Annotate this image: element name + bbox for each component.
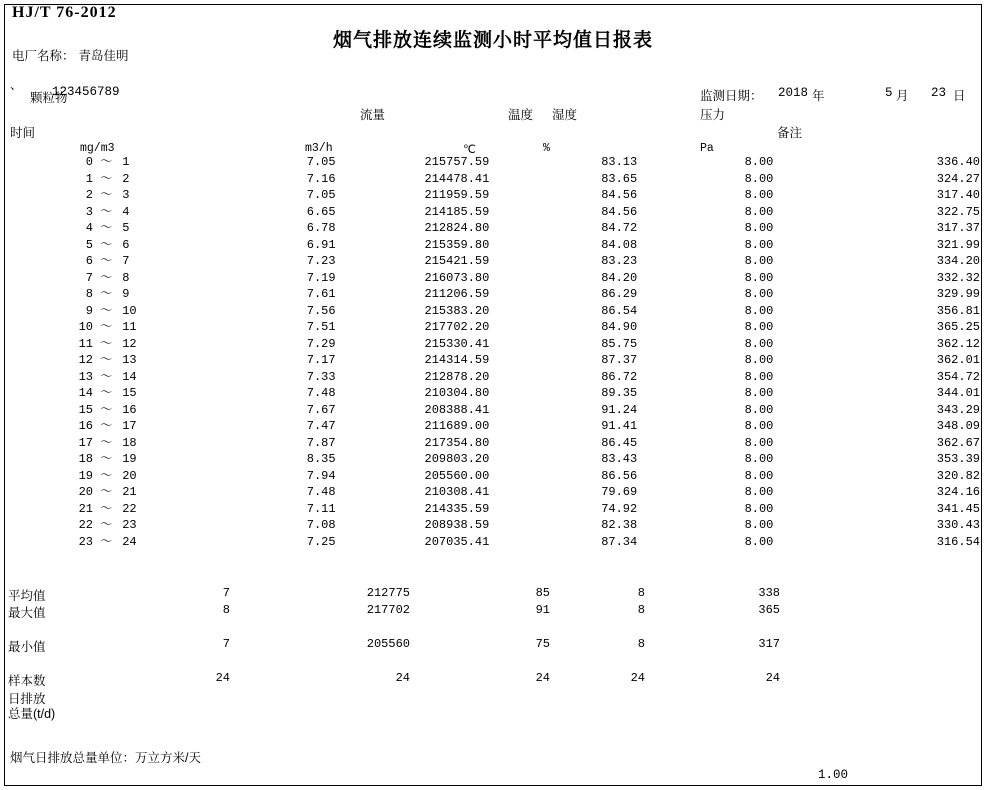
- cell-hour-end: 14: [122, 369, 137, 384]
- cell-flow: 209803.20: [424, 452, 490, 466]
- plant-name-value: 青岛佳明: [78, 49, 129, 63]
- cell-flow: 215383.20: [424, 303, 490, 318]
- cell-pressure: 353.39: [936, 452, 980, 466]
- device-code: 123456789: [52, 85, 120, 99]
- plant-name-line: [12, 46, 129, 64]
- table-row: [0, 237, 986, 254]
- cell-humidity: 8.00: [744, 485, 774, 499]
- cell-hour-end: 22: [122, 501, 137, 516]
- cell-hour-start: 5 ～: [85, 237, 113, 252]
- cell-hour-start: 19 ～: [78, 468, 113, 483]
- cell-particulate: 7.16: [306, 171, 336, 186]
- cell-pressure: 362.01: [936, 353, 980, 367]
- cell-humidity: 8.00: [744, 336, 774, 351]
- unit-humidity: %: [543, 142, 550, 155]
- cell-hour-start: 20 ～: [78, 485, 113, 499]
- cell-hour-end: 17: [122, 419, 137, 433]
- cell-temperature: 91.24: [601, 402, 638, 417]
- summary-label-minimum: 最小值: [8, 640, 46, 654]
- tick-mark: 、: [10, 78, 23, 92]
- cell-flow: 208388.41: [424, 402, 490, 417]
- cell-humidity: 8.00: [744, 221, 774, 235]
- cell-flow: 212824.80: [424, 221, 490, 235]
- cell-pressure: 365.25: [936, 320, 980, 334]
- cell-pressure: 354.72: [936, 369, 980, 384]
- cell-particulate: 7.08: [306, 518, 336, 532]
- cell-hour-end: 19: [122, 452, 137, 466]
- cell-pressure: 362.67: [936, 435, 980, 450]
- cell-hour-start: 4 ～: [85, 221, 113, 235]
- cell-pressure: 341.45: [936, 501, 980, 516]
- cell-particulate: 6.91: [306, 237, 336, 252]
- header-remark: 备注: [777, 126, 803, 140]
- summary-minimum-temperature: 75: [535, 637, 550, 651]
- hourly-data-table: [0, 154, 986, 550]
- summary-minimum-flow: 205560: [366, 637, 410, 651]
- cell-temperature: 84.72: [601, 221, 638, 235]
- cell-hour-start: 17 ～: [78, 435, 113, 450]
- table-row: [0, 171, 986, 188]
- cell-hour-start: 18 ～: [78, 452, 113, 466]
- cell-humidity: 8.00: [744, 419, 774, 433]
- summary-maximum-flow: 217702: [366, 603, 410, 617]
- cell-humidity: 8.00: [744, 386, 774, 400]
- cell-hour-end: 7: [122, 254, 130, 268]
- cell-particulate: 7.48: [306, 386, 336, 400]
- cell-particulate: 7.56: [306, 303, 336, 318]
- table-row: [0, 270, 986, 287]
- cell-humidity: 8.00: [744, 402, 774, 417]
- cell-particulate: 7.67: [306, 402, 336, 417]
- cell-hour-start: 13 ～: [78, 369, 113, 384]
- cell-temperature: 79.69: [601, 485, 638, 499]
- cell-flow: 217702.20: [424, 320, 490, 334]
- cell-particulate: 6.78: [306, 221, 336, 235]
- summary-label-average: 平均值: [8, 589, 46, 603]
- cell-pressure: 344.01: [936, 386, 980, 400]
- cell-flow: 217354.80: [424, 435, 490, 450]
- cell-temperature: 91.41: [601, 419, 638, 433]
- summary-row-daily-emission: [0, 689, 986, 721]
- cell-pressure: 320.82: [936, 468, 980, 483]
- table-row: [0, 534, 986, 551]
- monitor-date-year-unit: 年: [812, 89, 825, 103]
- cell-hour-end: 20: [122, 468, 137, 483]
- summary-row-average: [0, 586, 986, 603]
- cell-flow: 211206.59: [424, 287, 490, 301]
- table-row: [0, 402, 986, 419]
- cell-humidity: 8.00: [744, 435, 774, 450]
- cell-flow: 210304.80: [424, 386, 490, 400]
- cell-humidity: 8.00: [744, 303, 774, 318]
- cell-pressure: 321.99: [936, 237, 980, 252]
- cell-humidity: 8.00: [744, 353, 774, 367]
- cell-hour-start: 15 ～: [78, 402, 113, 417]
- cell-hour-end: 13: [122, 353, 137, 367]
- cell-humidity: 8.00: [744, 188, 774, 202]
- summary-maximum-pressure: 365: [758, 603, 780, 617]
- cell-temperature: 86.45: [601, 435, 638, 450]
- cell-particulate: 6.65: [306, 204, 336, 219]
- cell-hour-start: 8 ～: [85, 287, 113, 301]
- monitor-date-label: 监测日期：: [700, 89, 763, 103]
- cell-temperature: 83.65: [601, 171, 638, 186]
- table-row: [0, 484, 986, 501]
- cell-pressure: 317.40: [936, 188, 980, 202]
- cell-hour-start: 21 ～: [78, 501, 113, 516]
- cell-pressure: 332.32: [936, 270, 980, 285]
- table-row: [0, 154, 986, 171]
- cell-humidity: 8.00: [744, 518, 774, 532]
- cell-pressure: 334.20: [936, 254, 980, 268]
- cell-particulate: 7.25: [306, 534, 336, 549]
- cell-temperature: 83.13: [601, 155, 638, 169]
- header-particulate: 颗粒物: [30, 91, 68, 105]
- cell-flow: 215359.80: [424, 237, 490, 252]
- table-row: [0, 501, 986, 518]
- header-flow: 流量: [360, 108, 386, 122]
- cell-hour-start: 6 ～: [85, 254, 113, 268]
- cell-humidity: 8.00: [744, 171, 774, 186]
- cell-temperature: 86.54: [601, 303, 638, 318]
- footer-note: 烟气日排放总量单位：万立方米/天: [10, 751, 201, 765]
- summary-minimum-pressure: 317: [758, 637, 780, 651]
- cell-particulate: 7.23: [306, 254, 336, 268]
- summary-minimum-particulate: 7: [222, 637, 230, 651]
- cell-hour-start: 9 ～: [85, 303, 113, 318]
- cell-particulate: 7.33: [306, 369, 336, 384]
- cell-hour-end: 9: [122, 287, 130, 301]
- summary-row-samples: [0, 671, 986, 689]
- table-row: [0, 352, 986, 369]
- unit-flow: m3/h: [305, 142, 333, 155]
- summary-average-temperature: 85: [535, 586, 550, 600]
- cell-hour-start: 3 ～: [85, 204, 113, 219]
- page-title: 烟气排放连续监测小时平均值日报表: [332, 29, 653, 51]
- cell-flow: 210308.41: [424, 485, 490, 499]
- cell-particulate: 7.48: [306, 485, 336, 499]
- table-row: [0, 286, 986, 303]
- table-row: [0, 369, 986, 386]
- cell-hour-end: 24: [122, 534, 137, 549]
- table-row: [0, 385, 986, 402]
- cell-hour-end: 3: [122, 188, 130, 202]
- summary-samples-particulate: 24: [215, 671, 230, 685]
- table-row: [0, 253, 986, 270]
- cell-hour-end: 4: [122, 204, 130, 219]
- cell-particulate: 7.94: [306, 468, 336, 483]
- cell-pressure: 348.09: [936, 419, 980, 433]
- cell-pressure: 336.40: [936, 155, 980, 169]
- cell-flow: 215330.41: [424, 336, 490, 351]
- unit-temperature: ℃: [463, 144, 476, 157]
- cell-hour-end: 10: [122, 303, 137, 318]
- monitor-date-year: 2018: [778, 86, 809, 100]
- cell-particulate: 7.29: [306, 336, 336, 351]
- cell-flow: 212878.20: [424, 369, 490, 384]
- cell-temperature: 86.56: [601, 468, 638, 483]
- cell-flow: 214478.41: [424, 171, 490, 186]
- summary-maximum-humidity: 8: [637, 603, 645, 617]
- cell-hour-start: 16 ～: [78, 419, 113, 433]
- cell-temperature: 87.34: [601, 534, 638, 549]
- cell-flow: 216073.80: [424, 270, 490, 285]
- cell-hour-end: 16: [122, 402, 137, 417]
- header-time: 时间: [10, 126, 36, 140]
- plant-name-label: 电厂名称：: [12, 49, 75, 63]
- table-row: [0, 451, 986, 468]
- table-row: [0, 336, 986, 353]
- summary-samples-pressure: 24: [765, 671, 780, 685]
- monitor-date-day-unit: 日: [953, 89, 966, 103]
- cell-temperature: 86.29: [601, 287, 638, 301]
- summary-samples-humidity: 24: [630, 671, 645, 685]
- table-row: [0, 204, 986, 221]
- cell-particulate: 7.17: [306, 353, 336, 367]
- cell-humidity: 8.00: [744, 534, 774, 549]
- table-row: [0, 220, 986, 237]
- cell-hour-start: 1 ～: [85, 171, 113, 186]
- cell-pressure: 330.43: [936, 518, 980, 532]
- summary-row-minimum: [0, 620, 986, 654]
- summary-label-maximum: 最大值: [8, 606, 46, 620]
- cell-temperature: 83.23: [601, 254, 638, 268]
- cell-temperature: 84.20: [601, 270, 638, 285]
- cell-temperature: 89.35: [601, 386, 638, 400]
- summary-maximum-temperature: 91: [535, 603, 550, 617]
- cell-temperature: 84.56: [601, 204, 638, 219]
- cell-pressure: 362.12: [936, 336, 980, 351]
- cell-particulate: 8.35: [306, 452, 336, 466]
- cell-particulate: 7.61: [306, 287, 336, 301]
- cell-particulate: 7.19: [306, 270, 336, 285]
- summary-samples-flow: 24: [395, 671, 410, 685]
- summary-maximum-particulate: 8: [222, 603, 230, 617]
- cell-hour-start: 12 ～: [78, 353, 113, 367]
- cell-particulate: 7.05: [306, 188, 336, 202]
- cell-pressure: 322.75: [936, 204, 980, 219]
- summary-row-maximum: [0, 603, 986, 620]
- summary-average-particulate: 7: [222, 586, 230, 600]
- cell-flow: 215757.59: [424, 155, 490, 169]
- cell-hour-start: 11 ～: [78, 336, 113, 351]
- table-row: [0, 435, 986, 452]
- header-humidity: 湿度: [552, 108, 578, 122]
- cell-humidity: 8.00: [744, 270, 774, 285]
- table-row: [0, 319, 986, 336]
- cell-flow: 211959.59: [424, 188, 490, 202]
- summary-label-daily-emission-1: 日排放: [8, 692, 46, 706]
- table-row: [0, 517, 986, 534]
- cell-humidity: 8.00: [744, 320, 774, 334]
- table-row: [0, 468, 986, 485]
- summary-average-flow: 212775: [366, 586, 410, 600]
- header-pressure: 压力: [700, 108, 726, 122]
- summary-label-samples: 样本数: [8, 674, 46, 688]
- summary-block: [0, 586, 986, 721]
- cell-hour-end: 1: [122, 155, 130, 169]
- unit-pressure: Pa: [700, 142, 714, 155]
- cell-hour-end: 2: [122, 171, 130, 186]
- header-temperature: 温度: [508, 108, 534, 122]
- cell-temperature: 87.37: [601, 353, 638, 367]
- cell-hour-end: 6: [122, 237, 130, 252]
- cell-pressure: 329.99: [936, 287, 980, 301]
- cell-flow: 214335.59: [424, 501, 490, 516]
- summary-average-humidity: 8: [637, 586, 645, 600]
- cell-temperature: 84.90: [601, 320, 638, 334]
- cell-humidity: 8.00: [744, 452, 774, 466]
- monitor-date-month: 5: [885, 86, 893, 100]
- cell-humidity: 8.00: [744, 468, 774, 483]
- table-row: [0, 187, 986, 204]
- cell-particulate: 7.87: [306, 435, 336, 450]
- table-row: [0, 418, 986, 435]
- cell-hour-end: 5: [122, 221, 130, 235]
- cell-pressure: 317.37: [936, 221, 980, 235]
- cell-humidity: 8.00: [744, 501, 774, 516]
- cell-hour-start: 22 ～: [78, 518, 113, 532]
- cell-hour-end: 11: [122, 320, 137, 334]
- cell-pressure: 356.81: [936, 303, 980, 318]
- cell-temperature: 86.72: [601, 369, 638, 384]
- cell-hour-start: 7 ～: [85, 270, 113, 285]
- cell-hour-end: 15: [122, 386, 137, 400]
- cell-flow: 208938.59: [424, 518, 490, 532]
- cell-pressure: 343.29: [936, 402, 980, 417]
- cell-temperature: 85.75: [601, 336, 638, 351]
- cell-flow: 215421.59: [424, 254, 490, 268]
- cell-particulate: 7.11: [306, 501, 336, 516]
- cell-hour-start: 2 ～: [85, 188, 113, 202]
- cell-humidity: 8.00: [744, 254, 774, 268]
- cell-flow: 211689.00: [424, 419, 490, 433]
- cell-pressure: 324.27: [936, 171, 980, 186]
- cell-temperature: 82.38: [601, 518, 638, 532]
- cell-hour-end: 21: [122, 485, 137, 499]
- cell-humidity: 8.00: [744, 155, 774, 169]
- cell-hour-end: 18: [122, 435, 137, 450]
- monitor-date-day: 23: [931, 86, 947, 100]
- footer-value: 1.00: [818, 768, 849, 782]
- cell-hour-end: 12: [122, 336, 137, 351]
- cell-temperature: 84.08: [601, 237, 638, 252]
- cell-flow: 214314.59: [424, 353, 490, 367]
- cell-hour-start: 10 ～: [78, 320, 113, 334]
- cell-hour-end: 8: [122, 270, 130, 285]
- cell-temperature: 84.56: [601, 188, 638, 202]
- cell-flow: 214185.59: [424, 204, 490, 219]
- summary-label-daily-emission-2: 总量(t/d): [8, 707, 56, 721]
- cell-pressure: 316.54: [936, 534, 980, 549]
- cell-pressure: 324.16: [936, 485, 980, 499]
- cell-particulate: 7.51: [306, 320, 336, 334]
- cell-particulate: 7.05: [306, 155, 336, 169]
- cell-flow: 207035.41: [424, 534, 490, 549]
- cell-flow: 205560.00: [424, 468, 490, 483]
- monitor-date-month-unit: 月: [896, 89, 909, 103]
- summary-average-pressure: 338: [758, 586, 780, 600]
- cell-temperature: 74.92: [601, 501, 638, 516]
- unit-particulate: mg/m3: [80, 142, 115, 155]
- standard-code: HJ/T 76-2012: [12, 4, 117, 21]
- cell-humidity: 8.00: [744, 287, 774, 301]
- cell-humidity: 8.00: [744, 237, 774, 252]
- cell-humidity: 8.00: [744, 369, 774, 384]
- cell-hour-start: 14 ～: [78, 386, 113, 400]
- summary-minimum-humidity: 8: [637, 637, 645, 651]
- cell-temperature: 83.43: [601, 452, 638, 466]
- cell-hour-start: 0 ～: [85, 155, 113, 169]
- table-row: [0, 303, 986, 320]
- summary-samples-temperature: 24: [535, 671, 550, 685]
- cell-hour-start: 23 ～: [78, 534, 113, 549]
- cell-humidity: 8.00: [744, 204, 774, 219]
- cell-particulate: 7.47: [306, 419, 336, 433]
- cell-hour-end: 23: [122, 518, 137, 532]
